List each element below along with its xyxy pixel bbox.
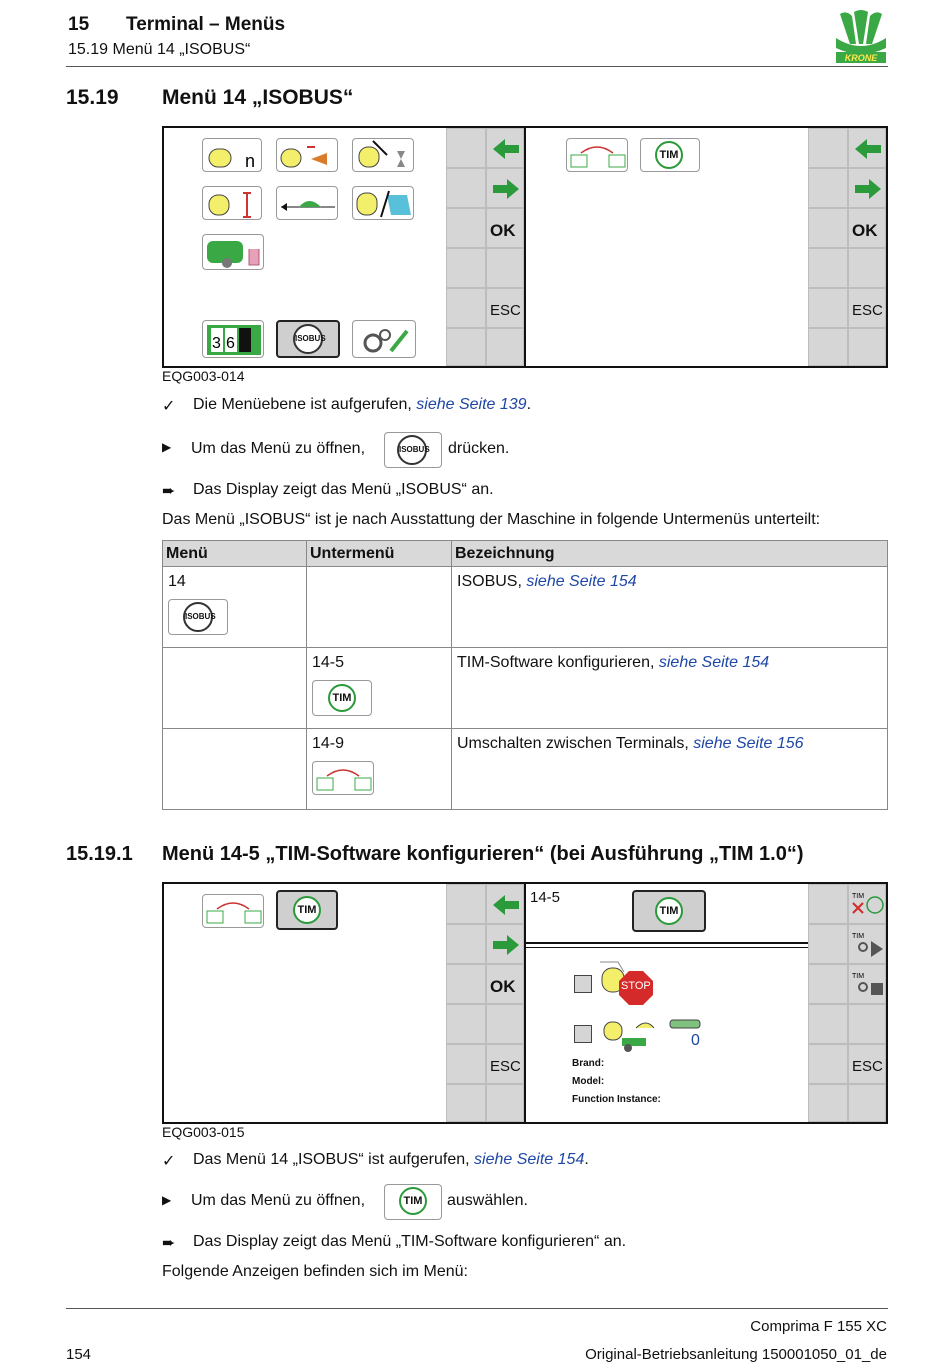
tim-icon: TIM bbox=[655, 897, 683, 925]
softkey-blank[interactable] bbox=[808, 1084, 848, 1122]
submenu-cell bbox=[307, 567, 452, 648]
description: ISOBUS, bbox=[457, 573, 522, 590]
softkey-back[interactable] bbox=[486, 884, 524, 924]
description: Umschalten zwischen Terminals, bbox=[457, 735, 689, 752]
page-link[interactable]: siehe Seite 154 bbox=[526, 573, 637, 590]
softkey-ok[interactable]: OK bbox=[486, 208, 524, 248]
softkey-blank[interactable] bbox=[446, 168, 486, 208]
counter-menu-icon[interactable] bbox=[202, 320, 264, 358]
svg-text:TIM: TIM bbox=[852, 973, 865, 980]
tim-button-inline[interactable] bbox=[384, 1184, 442, 1220]
brand-label: Brand: bbox=[572, 1058, 605, 1069]
softkey-esc[interactable]: ESC bbox=[848, 1044, 886, 1084]
softkey-blank[interactable] bbox=[808, 288, 848, 328]
softkey-ok[interactable]: OK bbox=[848, 208, 886, 248]
counter-value: 0 bbox=[691, 1032, 700, 1049]
softkey-tim-disable[interactable] bbox=[848, 884, 886, 924]
action-text: Um das Menü zu öffnen, bbox=[191, 1192, 366, 1209]
svg-text:TIM: TIM bbox=[852, 893, 865, 900]
section-number: 15.19 bbox=[66, 86, 119, 109]
svg-text:n: n bbox=[245, 151, 256, 171]
softkey-blank[interactable] bbox=[486, 1084, 524, 1122]
softkey-blank[interactable] bbox=[848, 1084, 886, 1122]
isobus-icon: ISOBUS bbox=[183, 602, 213, 632]
softkey-tim-gear-play[interactable] bbox=[848, 924, 886, 964]
subsection-title: 15.19 Menü 14 „ISOBUS“ bbox=[68, 41, 251, 58]
isobus-button-inline[interactable] bbox=[384, 432, 442, 468]
result-arrow-icon: ➨ bbox=[162, 483, 176, 500]
softkey-blank[interactable] bbox=[446, 128, 486, 168]
softkey-blank[interactable] bbox=[446, 1044, 486, 1084]
softkey-blank[interactable] bbox=[486, 1004, 524, 1044]
softkey-back[interactable] bbox=[486, 128, 524, 168]
softkey-blank[interactable] bbox=[446, 1004, 486, 1044]
softkey-blank[interactable] bbox=[808, 884, 848, 924]
pressure-curve-icon[interactable] bbox=[276, 186, 338, 220]
softkey-esc[interactable]: ESC bbox=[486, 1044, 524, 1084]
submenu-table bbox=[162, 540, 888, 810]
softkey-blank[interactable] bbox=[446, 208, 486, 248]
bale-count-icon[interactable] bbox=[202, 138, 262, 172]
menu-number-label: 14-5 bbox=[530, 889, 561, 906]
softkey-blank[interactable] bbox=[848, 328, 886, 366]
figure-caption: EQG003-014 bbox=[162, 368, 245, 384]
table-header: Untermenü bbox=[307, 541, 452, 567]
product-name: Comprima F 155 XC bbox=[750, 1318, 887, 1335]
header-rule bbox=[526, 947, 808, 948]
table-header: Menü bbox=[163, 541, 307, 567]
softkey-blank[interactable] bbox=[446, 1084, 486, 1122]
terminal-switch-icon bbox=[312, 761, 374, 795]
chapter-number: 15 bbox=[68, 14, 90, 35]
softkey-blank[interactable] bbox=[808, 248, 848, 288]
table-row bbox=[163, 648, 888, 729]
page-link[interactable]: siehe Seite 156 bbox=[693, 735, 804, 752]
isobus-menu-button[interactable] bbox=[276, 320, 340, 358]
softkey-forward[interactable] bbox=[486, 924, 524, 964]
terminal-screen-isobus bbox=[162, 126, 888, 368]
menu-cell bbox=[163, 729, 307, 810]
softkey-tim-gear-stop[interactable] bbox=[848, 964, 886, 1004]
page-link[interactable]: siehe Seite 139 bbox=[416, 396, 527, 413]
softkey-forward[interactable] bbox=[486, 168, 524, 208]
softkey-blank[interactable] bbox=[808, 1004, 848, 1044]
function-instance-label: Function Instance: bbox=[572, 1094, 661, 1105]
section-title: Menü 14 „ISOBUS“ bbox=[162, 86, 354, 109]
softkey-forward[interactable] bbox=[848, 168, 886, 208]
check-mark-icon: ✓ bbox=[162, 1153, 176, 1170]
softkey-esc[interactable]: ESC bbox=[486, 288, 524, 328]
bale-diameter-icon[interactable] bbox=[202, 186, 262, 220]
softkey-blank[interactable] bbox=[486, 248, 524, 288]
description: TIM-Software konfigurieren, bbox=[457, 654, 655, 671]
softkey-blank[interactable] bbox=[446, 924, 486, 964]
softkey-blank[interactable] bbox=[446, 884, 486, 924]
tractor-checkbox[interactable] bbox=[574, 1025, 592, 1043]
intro-text: Das Menü „ISOBUS“ ist je nach Ausstattung der Maschine in folgende Untermenüs unterteilt: bbox=[162, 511, 821, 528]
document-number: Original-Betriebsanleitung 150001050_01_de bbox=[585, 1346, 887, 1363]
tim-status-button[interactable] bbox=[632, 890, 706, 932]
model-label: Model: bbox=[572, 1076, 605, 1087]
tim-menu-button[interactable] bbox=[276, 890, 338, 930]
action-triangle-icon: ▶ bbox=[162, 440, 172, 454]
softkey-blank[interactable] bbox=[808, 924, 848, 964]
softkey-blank[interactable] bbox=[808, 964, 848, 1004]
page-number: 154 bbox=[66, 1346, 92, 1363]
result-text: Das Display zeigt das Menü „TIM-Software konfigurieren“ an. bbox=[193, 1233, 627, 1250]
action-text-after: auswählen. bbox=[447, 1192, 528, 1209]
footer-divider bbox=[66, 1308, 888, 1309]
terminal-switch-icon[interactable] bbox=[202, 894, 264, 928]
precondition-text: Das Menü 14 „ISOBUS“ ist aufgerufen, siehe Seite 154. bbox=[193, 1151, 589, 1168]
page-link[interactable]: siehe Seite 154 bbox=[658, 654, 770, 671]
tractor-speed-icon bbox=[602, 1016, 702, 1056]
tim-icon: TIM bbox=[293, 896, 321, 924]
figure-caption: EQG003-015 bbox=[162, 1124, 245, 1140]
isobus-icon: ISOBUS bbox=[293, 324, 323, 354]
screen-divider bbox=[524, 884, 526, 1122]
net-wrap-timer-icon[interactable] bbox=[352, 138, 414, 172]
table-header: Bezeichnung bbox=[452, 541, 888, 567]
action-triangle-icon: ▶ bbox=[162, 1193, 172, 1207]
page-link[interactable]: siehe Seite 154 bbox=[474, 1151, 585, 1168]
softkey-blank[interactable] bbox=[848, 1004, 886, 1044]
stop-checkbox[interactable] bbox=[574, 975, 592, 993]
tim-icon: TIM bbox=[328, 684, 356, 712]
svg-text:6: 6 bbox=[226, 335, 235, 352]
table-row bbox=[163, 567, 888, 648]
softkey-blank[interactable] bbox=[446, 328, 486, 366]
logo-text: KRONE bbox=[844, 53, 878, 63]
chapter-title: Terminal – Menüs bbox=[126, 14, 286, 35]
tim-icon: TIM bbox=[399, 1187, 427, 1215]
softkey-blank[interactable] bbox=[808, 1044, 848, 1084]
terminal-switch-icon[interactable] bbox=[566, 138, 628, 172]
bale-horn-icon[interactable] bbox=[276, 138, 338, 172]
krone-logo bbox=[832, 8, 890, 64]
softkey-blank[interactable] bbox=[486, 328, 524, 366]
softkey-blank[interactable] bbox=[808, 328, 848, 366]
isobus-icon: ISOBUS bbox=[397, 435, 427, 465]
subsection-number: 15.19.1 bbox=[66, 843, 133, 865]
submenu-number: 14-9 bbox=[312, 735, 345, 752]
screen-divider bbox=[524, 128, 526, 366]
softkey-blank[interactable] bbox=[808, 208, 848, 248]
result-arrow-icon: ➨ bbox=[162, 1235, 176, 1252]
tim-icon-cell bbox=[312, 680, 372, 716]
outro-text: Folgende Anzeigen befinden sich im Menü: bbox=[162, 1263, 468, 1280]
softkey-blank[interactable] bbox=[446, 248, 486, 288]
menu-cell bbox=[163, 648, 307, 729]
softkey-back[interactable] bbox=[848, 128, 886, 168]
stop-label: STOP bbox=[621, 980, 651, 992]
menu-number: 14 bbox=[168, 573, 186, 590]
header-divider bbox=[66, 66, 888, 67]
header-rule bbox=[526, 942, 808, 944]
subsection-heading: Menü 14-5 „TIM-Software konfigurieren“ (bei Ausführung „TIM 1.0“) bbox=[162, 843, 804, 865]
softkey-blank[interactable] bbox=[848, 248, 886, 288]
svg-text:TIM: TIM bbox=[852, 933, 865, 940]
tim-menu-icon[interactable]: TIM bbox=[640, 138, 700, 172]
bale-chamber-icon[interactable] bbox=[352, 186, 414, 220]
submenu-number: 14-5 bbox=[312, 654, 345, 671]
softkey-blank[interactable] bbox=[446, 288, 486, 328]
result-text: Das Display zeigt das Menü „ISOBUS“ an. bbox=[193, 481, 494, 498]
terminal-screen-tim bbox=[162, 882, 888, 1124]
action-text: Um das Menü zu öffnen, bbox=[191, 440, 366, 457]
softkey-blank[interactable] bbox=[808, 128, 848, 168]
check-mark-icon: ✓ bbox=[162, 398, 176, 415]
action-text-after: drücken. bbox=[448, 440, 510, 457]
softkey-blank[interactable] bbox=[808, 168, 848, 208]
isobus-icon-cell bbox=[168, 599, 228, 635]
table-row bbox=[163, 729, 888, 810]
baler-stop-hand-icon[interactable] bbox=[202, 234, 264, 270]
precondition-text: Die Menüebene ist aufgerufen, siehe Seite 139. bbox=[193, 396, 532, 413]
counter-digits: 3 bbox=[212, 335, 221, 352]
softkey-esc[interactable]: ESC bbox=[848, 288, 886, 328]
softkey-ok[interactable]: OK bbox=[486, 964, 524, 1004]
softkey-blank[interactable] bbox=[446, 964, 486, 1004]
settings-tools-icon[interactable] bbox=[352, 320, 416, 358]
